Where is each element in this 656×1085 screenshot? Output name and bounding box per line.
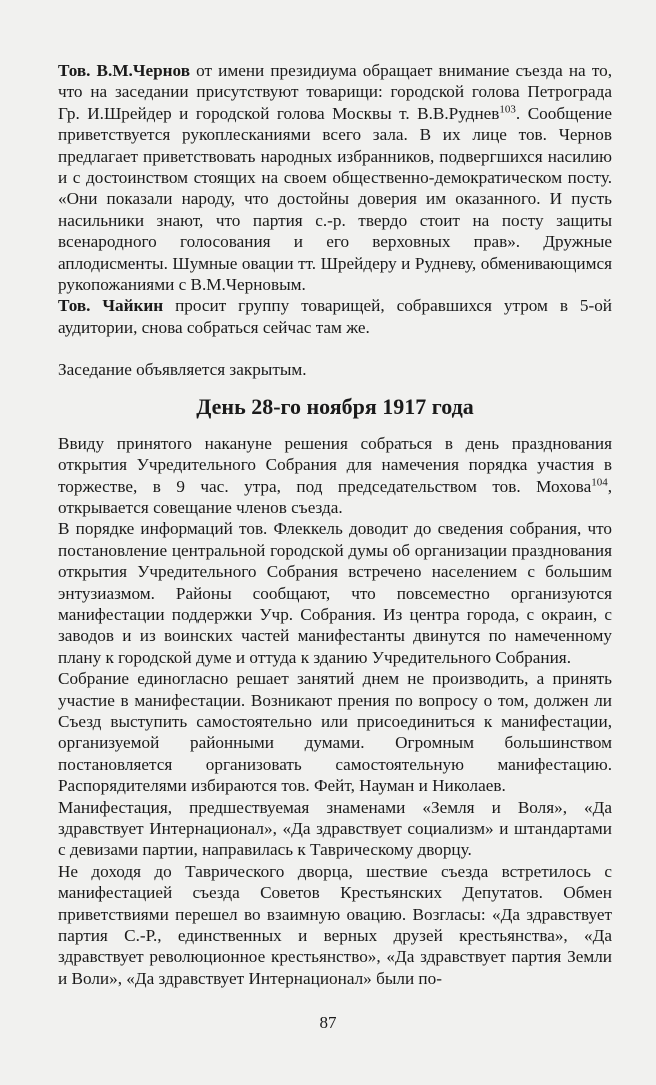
speaker-name: Тов. В.М.Чернов — [58, 61, 190, 80]
paragraph-chernov — [58, 60, 612, 295]
page-number: 87 — [319, 1013, 337, 1032]
paragraph-text: Ввиду принятого накануне решения собраться в день празднования открытия Учредительного Собрания для намечения порядка участия в торжестве, в 9 час. утра, под председательством тов. Мохова — [58, 433, 612, 496]
paragraph-intro — [58, 433, 612, 519]
speaker-name: Тов. Чайкин — [58, 296, 164, 316]
paragraph-closing: Заседание объявляется закрытым. — [58, 360, 307, 380]
paragraph-manifestation: Манифестация, предшествуемая знаменами «Земля и Воля», «Да здравствует Интернационал», «Да здравствует социализм» и штандартами с девизами партии, направилась к Таврическому дворцу. — [58, 797, 612, 860]
paragraph-decision: Собрание единогласно решает занятий днем не производить, а принять участие в манифестации. Возникают прения по вопросу о том, должен ли Съезд выступить самостоятельно или присоединиться к манифестации, организуемой районными думами. Огромным большинством постановляется организовать самостоятельную манифестацию. Распорядителями избираются тов. Фейт, Науман и Николаев. — [58, 669, 612, 796]
paragraph-text: . Сообщение приветствуется рукоплесканиями всего зала. В их лице тов. Чернов предлагает приветствовать народных избранников, подвергшихся насилию и с достоинством стоящих на своем общественно-демократическом посту. «Они показали народу, что достойны доверия им оказанного. И пусть насильники знают, что партия с.-р. твердо стоит на посту защиты всенародного голосования и его верховных прав». Дружные аплодисменты. Шумные овации тт. Шрейдеру и Рудневу, обменивающимся рукопожаниями с В.М.Черновым. — [58, 103, 612, 295]
paragraph-fleckel: В порядке информаций тов. Флеккель доводит до сведения собрания, что постановление центральной городской думы об организации празднования открытия Учредительного Собрания встречено населением с большим энтузиазмом. Районы сообщают, что повсеместно организуются манифестации поддержки Учр. Собрания. Из центра города, с окраин, с заводов и из воинских частей манифестанты двинутся по намеченному плану к городской думе и оттуда к зданию Учредительного Собрания. — [58, 519, 612, 667]
spacer — [58, 338, 612, 359]
footnote-ref: 104 — [591, 475, 608, 488]
section-heading: День 28-го ноября 1917 года — [196, 393, 474, 419]
paragraph-text: от имени президиума обращает внимание съезда на то, что на заседании присутствуют товарищи: городской голова Петрограда Гр. И.Шрейдер и городской голова Москвы т. В.В.Руднев — [58, 61, 612, 123]
paragraph-meeting: Не доходя до Таврического дворца, шествие съезда встретилось с манифестацией съезда Советов Крестьянских Депутатов. Обмен приветствиями перешел во взаимную овацию. Возгласы: «Да здравствует партия С.-Р., единственных и верных друзей крестьянства», «Да здравствует революционное крестьянство», «Да здравствует партия Земли и Воли», «Да здравствует Интернационал» были по- — [58, 861, 612, 988]
paragraph-chaikin — [58, 295, 612, 338]
paragraph-text: , открывается совещание членов съезда. — [58, 476, 612, 517]
paragraph-text: просит группу товарищей, собравшихся утром в 5-ой аудитории, снова собраться сейчас там же. — [58, 296, 612, 337]
footnote-ref: 103 — [499, 103, 516, 116]
